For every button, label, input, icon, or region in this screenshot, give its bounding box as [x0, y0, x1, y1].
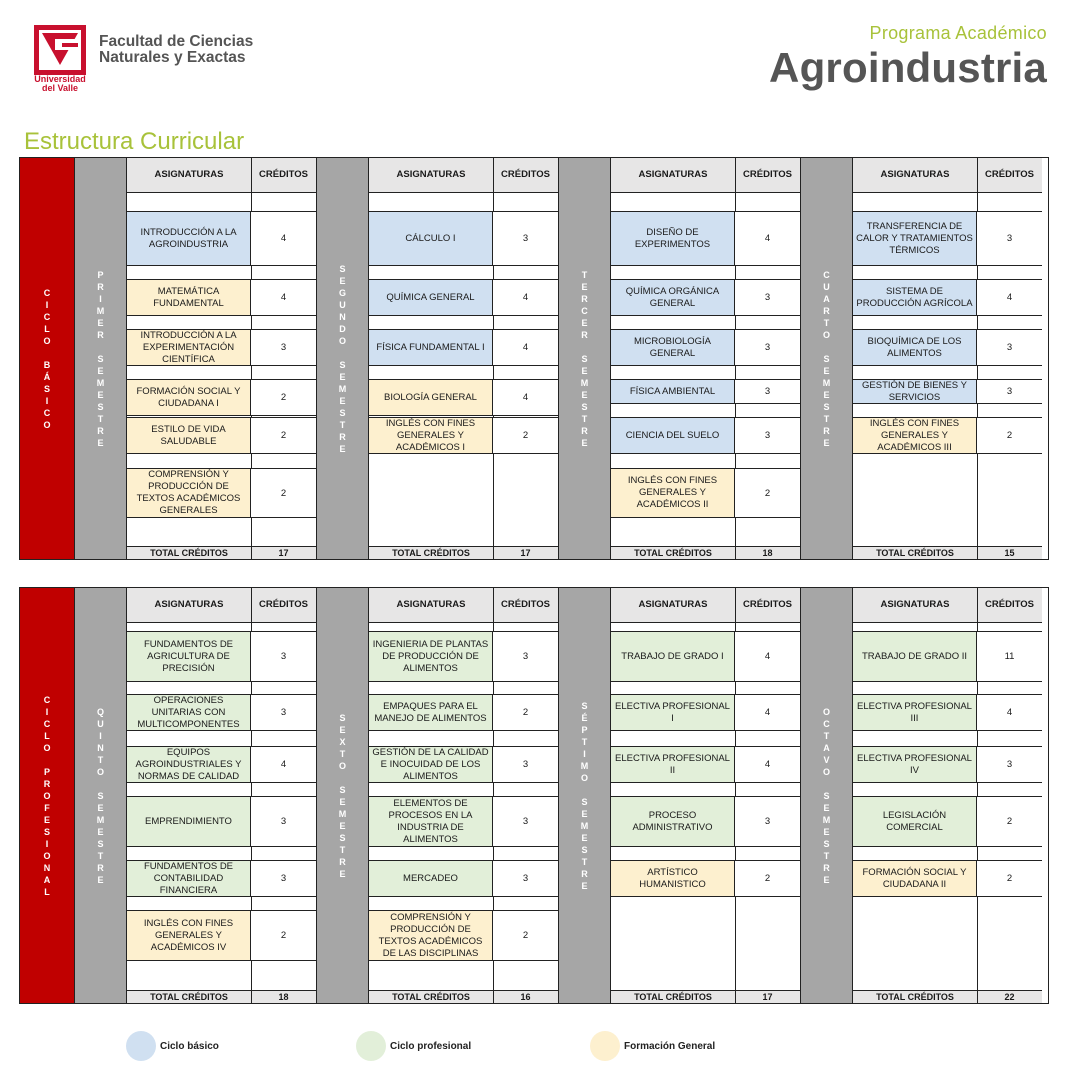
course-name: ELECTIVA PROFESIONAL II [611, 747, 735, 782]
faculty-name [99, 34, 253, 66]
course-name: ARTÍSTICO HUMANISTICO [611, 861, 735, 896]
course-row [611, 468, 800, 518]
faculty-line-1: Facultad de Ciencias [99, 33, 254, 50]
course-credits: 2 [493, 911, 558, 960]
course-row [853, 279, 1042, 316]
course-name: MERCADEO [369, 861, 493, 896]
course-name: CIENCIA DEL SUELO [611, 418, 735, 453]
course-credits: 2 [251, 418, 316, 453]
total-credits: 17 [762, 992, 773, 1002]
course-credits: 3 [251, 632, 316, 681]
course-name: EMPRENDIMIENTO [127, 797, 251, 846]
course-credits: 3 [493, 747, 558, 782]
total-label: TOTAL CRÉDITOS [611, 547, 736, 559]
course-name: FORMACIÓN SOCIAL Y CIUDADANA II [853, 861, 977, 896]
course-row [369, 279, 558, 316]
course-row [127, 694, 316, 731]
course-credits: 11 [977, 632, 1042, 681]
course-row [127, 329, 316, 366]
semester-column [853, 588, 1042, 1003]
table-header [853, 588, 1042, 623]
header-asignaturas: ASIGNATURAS [127, 158, 252, 192]
course-name: INTRODUCCIÓN A LA EXPERIMENTACIÓN CIENTÍFICA [127, 330, 251, 365]
cycle-band [20, 588, 75, 1003]
cycle-band [20, 158, 75, 559]
course-row [127, 631, 316, 682]
course-credits: 3 [735, 797, 800, 846]
total-label: TOTAL CRÉDITOS [127, 991, 252, 1003]
course-name: FUNDAMENTOS DE AGRICULTURA DE PRECISIÓN [127, 632, 251, 681]
logo-emblem-icon [34, 25, 86, 75]
header-creditos: CRÉDITOS [501, 599, 550, 610]
course-row [853, 631, 1042, 682]
semester-band [316, 588, 369, 1003]
course-row [853, 329, 1042, 366]
semester-label: C U A R T O S E M E S T R E [822, 269, 831, 448]
semester-band [316, 158, 369, 559]
total-credits: 17 [278, 548, 289, 558]
course-name: INGENIERIA DE PLANTAS DE PRODUCCIÓN DE ALIMENTOS [369, 632, 493, 681]
course-row [127, 746, 316, 783]
semester-column [369, 588, 558, 1003]
course-name: SISTEMA DE PRODUCCIÓN AGRÍCOLA [853, 280, 977, 315]
logo-text: Universidad del Valle [34, 74, 86, 93]
course-credits: 4 [493, 330, 558, 365]
semester-column [127, 588, 316, 1003]
total-label: TOTAL CRÉDITOS [127, 547, 252, 559]
course-name: MICROBIOLOGÍA GENERAL [611, 330, 735, 365]
course-name: QUÍMICA ORGÁNICA GENERAL [611, 280, 735, 315]
header-creditos: CRÉDITOS [743, 599, 792, 610]
course-row [369, 417, 558, 454]
semester-label: S E G U N D O S E M E S T R E [338, 263, 347, 454]
course-name: INGLÉS CON FINES GENERALES Y ACADÉMICOS III [853, 418, 977, 453]
total-label: TOTAL CRÉDITOS [853, 547, 978, 559]
legend-item [590, 1031, 715, 1061]
course-credits: 3 [493, 861, 558, 896]
course-name: ELEMENTOS DE PROCESOS EN LA INDUSTRIA DE ALIMENTOS [369, 797, 493, 846]
header-asignaturas: ASIGNATURAS [369, 588, 494, 622]
semester-column [369, 158, 558, 559]
course-name: DISEÑO DE EXPERIMENTOS [611, 212, 735, 265]
course-name: LEGISLACIÓN COMERCIAL [853, 797, 977, 846]
header-asignaturas: ASIGNATURAS [611, 158, 736, 192]
semester-band [800, 588, 853, 1003]
course-row [853, 694, 1042, 731]
course-name: QUÍMICA GENERAL [369, 280, 493, 315]
course-credits: 3 [493, 212, 558, 265]
course-name: ELECTIVA PROFESIONAL IV [853, 747, 977, 782]
course-credits: 4 [735, 747, 800, 782]
semester-label: P R I M E R S E M E S T R E [96, 269, 105, 448]
course-credits: 3 [251, 695, 316, 730]
grid-ciclo-basico [19, 157, 1049, 560]
total-label: TOTAL CRÉDITOS [853, 991, 978, 1003]
course-row [853, 796, 1042, 847]
course-row [853, 417, 1042, 454]
course-row [611, 279, 800, 316]
course-name: CÁLCULO I [369, 212, 493, 265]
header-asignaturas: ASIGNATURAS [611, 588, 736, 622]
course-credits: 3 [977, 330, 1042, 365]
course-name: TRABAJO DE GRADO I [611, 632, 735, 681]
legend-label: Ciclo profesional [390, 1040, 472, 1052]
course-name: COMPRENSIÓN Y PRODUCCIÓN DE TEXTOS ACADÉMICOS DE LAS DISCIPLINAS [369, 911, 493, 960]
course-credits: 2 [251, 380, 316, 415]
course-name: ELECTIVA PROFESIONAL III [853, 695, 977, 730]
table-header [369, 158, 558, 193]
semester-column [611, 588, 800, 1003]
course-row [853, 211, 1042, 266]
grid-ciclo-profesional [19, 587, 1049, 1004]
course-row [369, 211, 558, 266]
total-credits: 17 [520, 548, 531, 558]
course-credits: 2 [493, 418, 558, 453]
course-credits: 3 [493, 632, 558, 681]
course-name: GESTIÓN DE LA CALIDAD E INOCUIDAD DE LOS ALIMENTOS [369, 747, 493, 782]
section-title: Estructura Curricular [24, 128, 245, 155]
course-name: FORMACIÓN SOCIAL Y CIUDADANA I [127, 380, 251, 415]
course-credits: 3 [735, 280, 800, 315]
course-row [611, 329, 800, 366]
course-row [611, 860, 800, 897]
header-asignaturas: ASIGNATURAS [127, 588, 252, 622]
legend-swatch [356, 1031, 386, 1061]
program-label: Programa Académico [869, 23, 1047, 43]
course-credits: 2 [251, 911, 316, 960]
course-row [611, 746, 800, 783]
legend-label: Ciclo básico [160, 1040, 219, 1052]
course-credits: 3 [977, 380, 1042, 403]
course-row [127, 279, 316, 316]
semester-band [558, 588, 611, 1003]
course-credits: 2 [735, 469, 800, 517]
header-creditos: CRÉDITOS [259, 599, 308, 610]
total-credits: 18 [762, 548, 773, 558]
semester-column [853, 158, 1042, 559]
course-row [127, 796, 316, 847]
course-credits: 2 [735, 861, 800, 896]
semester-label: T E R C E R S E M E S T R E [580, 269, 589, 448]
course-credits: 2 [493, 695, 558, 730]
university-logo [34, 25, 86, 75]
course-name: GESTIÓN DE BIENES Y SERVICIOS [853, 380, 977, 403]
course-row [127, 468, 316, 518]
total-credits: 15 [1004, 548, 1015, 558]
course-credits: 3 [251, 330, 316, 365]
legend-swatch [126, 1031, 156, 1061]
semester-label: O C T A V O S E M E S T R E [822, 706, 831, 885]
course-name: OPERACIONES UNITARIAS CON MULTICOMPONENTES [127, 695, 251, 730]
course-row [611, 631, 800, 682]
course-name: INGLÉS CON FINES GENERALES Y ACADÉMICOS IV [127, 911, 251, 960]
course-name: BIOQUÍMICA DE LOS ALIMENTOS [853, 330, 977, 365]
header-creditos: CRÉDITOS [259, 169, 308, 180]
legend-label: Formación General [624, 1040, 716, 1052]
course-credits: 2 [977, 418, 1042, 453]
course-name: BIOLOGÍA GENERAL [369, 380, 493, 415]
course-name: TRANSFERENCIA DE CALOR Y TRATAMIENTOS TÉRMICOS [853, 212, 977, 265]
total-label: TOTAL CRÉDITOS [369, 547, 494, 559]
course-row [611, 211, 800, 266]
header-creditos: CRÉDITOS [985, 599, 1034, 610]
course-row [369, 860, 558, 897]
course-credits: 3 [735, 418, 800, 453]
total-row [127, 546, 316, 559]
course-credits: 4 [977, 280, 1042, 315]
course-credits: 4 [735, 212, 800, 265]
course-credits: 4 [735, 695, 800, 730]
course-row [611, 694, 800, 731]
course-name: PROCESO ADMINISTRATIVO [611, 797, 735, 846]
table-header [853, 158, 1042, 193]
legend-item [356, 1031, 471, 1061]
total-row [369, 546, 558, 559]
course-row [369, 746, 558, 783]
course-name: COMPRENSIÓN Y PRODUCCIÓN DE TEXTOS ACADÉMICOS GENERALES [127, 469, 251, 517]
course-row [853, 860, 1042, 897]
course-name: FÍSICA FUNDAMENTAL I [369, 330, 493, 365]
total-row [611, 546, 800, 559]
course-row [369, 631, 558, 682]
table-header [611, 158, 800, 193]
course-name: FUNDAMENTOS DE CONTABILIDAD FINANCIERA [127, 861, 251, 896]
course-credits: 4 [493, 380, 558, 415]
course-credits: 4 [251, 747, 316, 782]
course-row [127, 910, 316, 961]
course-credits: 4 [493, 280, 558, 315]
total-label: TOTAL CRÉDITOS [611, 991, 736, 1003]
header-asignaturas: ASIGNATURAS [853, 588, 978, 622]
semester-band [74, 588, 127, 1003]
course-credits: 3 [493, 797, 558, 846]
header-creditos: CRÉDITOS [501, 169, 550, 180]
course-name: EQUIPOS AGROINDUSTRIALES Y NORMAS DE CALIDAD [127, 747, 251, 782]
course-row [369, 379, 558, 416]
course-credits: 2 [251, 469, 316, 517]
table-header [611, 588, 800, 623]
course-credits: 3 [735, 330, 800, 365]
course-name: TRABAJO DE GRADO II [853, 632, 977, 681]
cycle-label: C I C L O B Á S I C O [43, 287, 51, 430]
course-row [127, 211, 316, 266]
table-header [369, 588, 558, 623]
total-credits: 16 [520, 992, 531, 1002]
course-credits: 2 [977, 861, 1042, 896]
program-name: Agroindustria [769, 44, 1047, 91]
header-asignaturas: ASIGNATURAS [853, 158, 978, 192]
course-row [369, 910, 558, 961]
semester-column [127, 158, 316, 559]
table-header [127, 588, 316, 623]
course-row [611, 796, 800, 847]
total-row [853, 546, 1042, 559]
total-row [853, 990, 1042, 1003]
course-credits: 4 [251, 212, 316, 265]
course-row [369, 694, 558, 731]
course-row [611, 417, 800, 454]
course-row [611, 379, 800, 404]
header-creditos: CRÉDITOS [743, 169, 792, 180]
legend-item [126, 1031, 219, 1061]
course-credits: 3 [251, 861, 316, 896]
course-name: FÍSICA AMBIENTAL [611, 380, 735, 403]
semester-band [800, 158, 853, 559]
course-credits: 4 [735, 632, 800, 681]
total-credits: 18 [278, 992, 289, 1002]
total-row [611, 990, 800, 1003]
course-name: INTRODUCCIÓN A LA AGROINDUSTRIA [127, 212, 251, 265]
course-name: INGLÉS CON FINES GENERALES Y ACADÉMICOS II [611, 469, 735, 517]
semester-label: S É P T I M O S E M E S T R E [580, 700, 589, 891]
semester-label: Q U I N T O S E M E S T R E [96, 706, 105, 885]
course-row [127, 379, 316, 416]
semester-band [74, 158, 127, 559]
semester-column [611, 158, 800, 559]
course-row [853, 379, 1042, 404]
cycle-label: C I C L O P R O F E S I O N A L [43, 694, 51, 897]
header-creditos: CRÉDITOS [985, 169, 1034, 180]
total-row [369, 990, 558, 1003]
course-row [853, 746, 1042, 783]
header-asignaturas: ASIGNATURAS [369, 158, 494, 192]
total-row [127, 990, 316, 1003]
course-row [127, 417, 316, 454]
course-name: EMPAQUES PARA EL MANEJO DE ALIMENTOS [369, 695, 493, 730]
course-name: ELECTIVA PROFESIONAL I [611, 695, 735, 730]
table-header [127, 158, 316, 193]
total-credits: 22 [1004, 992, 1015, 1002]
course-credits: 3 [977, 212, 1042, 265]
course-credits: 3 [251, 797, 316, 846]
total-label: TOTAL CRÉDITOS [369, 991, 494, 1003]
course-credits: 3 [735, 380, 800, 403]
course-credits: 4 [977, 695, 1042, 730]
course-name: ESTILO DE VIDA SALUDABLE [127, 418, 251, 453]
course-row [369, 796, 558, 847]
course-row [369, 329, 558, 366]
course-credits: 2 [977, 797, 1042, 846]
semester-label: S E X T O S E M E S T R E [338, 712, 347, 879]
course-credits: 4 [251, 280, 316, 315]
course-name: INGLÉS CON FINES GENERALES Y ACADÉMICOS I [369, 418, 493, 453]
course-credits: 3 [977, 747, 1042, 782]
course-name: MATEMÁTICA FUNDAMENTAL [127, 280, 251, 315]
course-row [127, 860, 316, 897]
faculty-line-2: Naturales y Exactas [99, 49, 246, 66]
legend-swatch [590, 1031, 620, 1061]
semester-band [558, 158, 611, 559]
